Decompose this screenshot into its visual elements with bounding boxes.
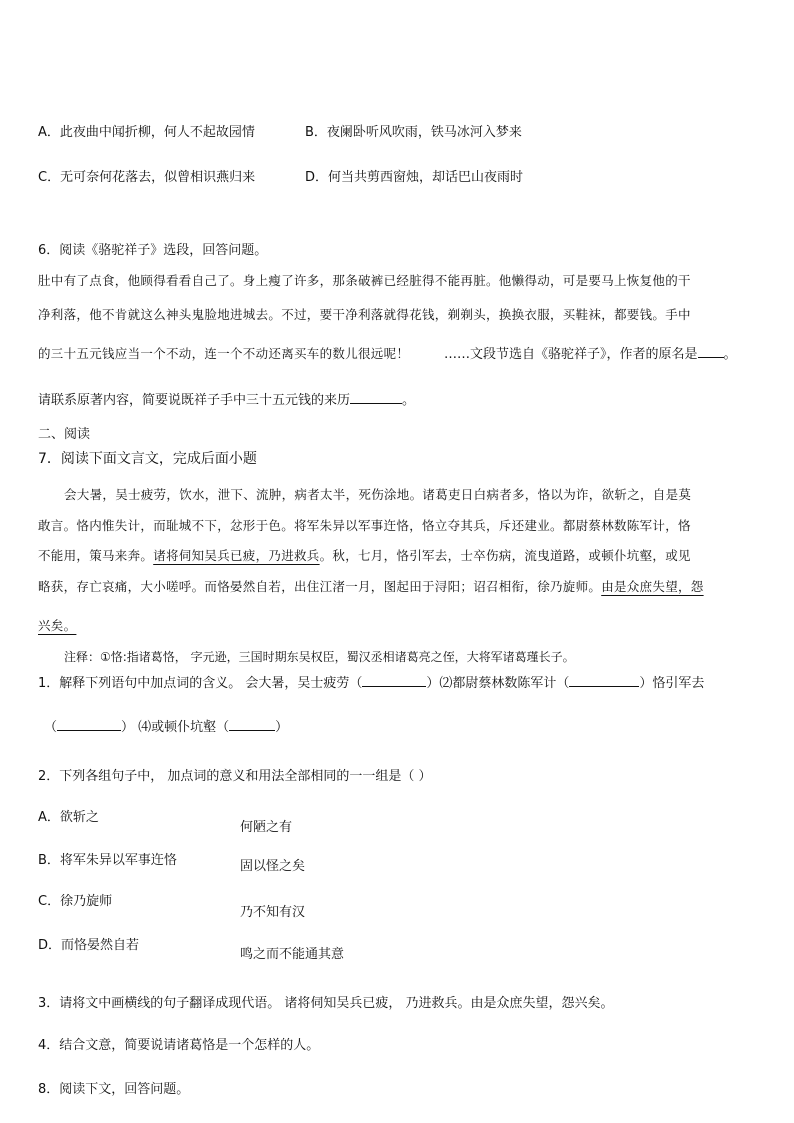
q6-passage-line: 肚中有了点食，他顾得看看自己了。身上瘦了许多，那条破裤已经脏得不能再脏。他懒得动，可是要马上恢复他的干 [38,273,691,288]
underlined-sentence: 诸将伺知吴兵已疲，乃进救兵 [153,548,320,563]
sub1-text: ）⑵都尉蔡林数陈军计（ [426,676,570,691]
sub2-option-left[interactable]: B．将军朱异以军事迕恪 [38,853,177,868]
sub2-option-right: 固以怪之矣 [240,859,306,874]
option-d: D．何当共剪西窗烛，却话巴山夜雨时 [305,170,524,185]
sub1-text: ） ⑷或顿仆坑壑（ [121,720,230,735]
q7-passage-line: 会大暑，吴士疲劳，饮水，泄下、流肿，病者太半，死伤涂地。诸葛吏日白病者多，恪以为诈，欲斩之，自是莫 [64,487,692,502]
q7-passage-line [38,578,704,596]
sub1-text: （ [44,720,58,735]
q7-title: 7．阅读下面文言文，完成后面小题 [38,451,257,467]
q7-note: 注释：①恪:指诸葛恪， 字元逊，三国时期东吴权臣，蜀汉丞相诸葛亮之侄，大将军诸葛瑾长子。 [64,650,575,664]
answer-blank[interactable] [350,391,402,404]
q6-author-text: ……文段节选自《骆驼祥子》，作者的原名是 [444,347,698,362]
underlined-sentence: 由是众庶失望，怨 [601,579,704,594]
q7-passage-text: 略获，存亡哀痛，大小嗟呼。而恪晏然自若，出住江渚一月，图起田于浔阳；诏召相衔，徐乃旋师。 [38,579,602,594]
answer-blank[interactable] [362,674,426,687]
q6-passage-line: 的三十五元钱应当一个不动，连一个不动还离买车的数儿很远呢！ [38,346,410,361]
sub1-text: 1．解释下列语句中加点词的含义。 会大暑，吴士疲劳（ [38,676,363,691]
answer-blank[interactable] [698,345,724,358]
q7-passage-text: 。秋，七月，恪引军去，士卒伤病，流曳道路，或顿仆坑壑，或见 [319,548,691,563]
answer-blank[interactable] [569,674,639,687]
underlined-sentence: 兴矣。 [38,618,77,633]
sub1-line1 [38,674,704,693]
q8-title: 8．阅读下文，回答问题。 [38,1082,190,1097]
sub2-question: 2．下列各组句子中， 加点词的意义和用法全部相同的一一组是（ ） [38,769,432,784]
q7-passage-line [38,547,691,565]
option-c: C．无可奈何花落去，似曾相识燕归来 [38,170,256,185]
section-heading: 二、阅读 [38,427,91,442]
sub1-line2 [44,718,288,737]
sub2-option-left[interactable]: C．徐乃旋师 [38,894,113,909]
answer-blank[interactable] [229,718,275,731]
q7-passage-text: 不能用，策马来奔。 [38,548,154,563]
q6-title: 6．阅读《骆驼祥子》选段，回答问题。 [38,243,268,258]
sub2-option-left[interactable]: D．而恪晏然自若 [38,938,140,953]
q6-author-question: ……文段节选自《骆驼祥子》，作者的原名是 。 [444,347,737,362]
sub2-option-right: 鸣之而不能通其意 [240,947,345,962]
sub3-question: 3．请将文中画横线的句子翻译成现代语。 诸将伺知吴兵已疲， 乃进救兵。由是众庶失望，怨兴矣。 [38,996,614,1011]
sub2-option-right: 乃不知有汉 [240,905,306,920]
q7-passage-line: 敢言。恪内惟失计，而耻城不下，忿形于色。将军朱异以军事迕恪，恪立夺其兵，斥还建业。都尉蔡林数陈军计，恪 [38,518,691,533]
sub4-question: 4．结合文意，简要说请诸葛恪是一个怎样的人。 [38,1038,320,1053]
q6-question-2: 请联系原著内容，简要说既祥子手中三十五元钱的来历 。 [38,393,416,408]
q7-passage-line [38,617,76,635]
sub1-text: ）恪引军去 [639,676,705,691]
option-b: B．夜阑卧听风吹雨，铁马冰河入梦来 [305,125,522,140]
sub2-option-left[interactable]: A．欲斩之 [38,810,99,825]
q6-question-2-text: 请联系原著内容，简要说既祥子手中三十五元钱的来历 [38,393,351,408]
answer-blank[interactable] [57,718,121,731]
sub1-text: ） [275,720,289,735]
q6-passage-line: 净利落，他不肯就这么神头鬼脸地进城去。不过，要干净利落就得花钱，剃剃头，换换衣服，买鞋袜，都要钱。手中 [38,307,691,322]
sub2-option-right: 何陋之有 [240,820,293,835]
option-a: A．此夜曲中闻折柳，何人不起故园情 [38,125,255,140]
